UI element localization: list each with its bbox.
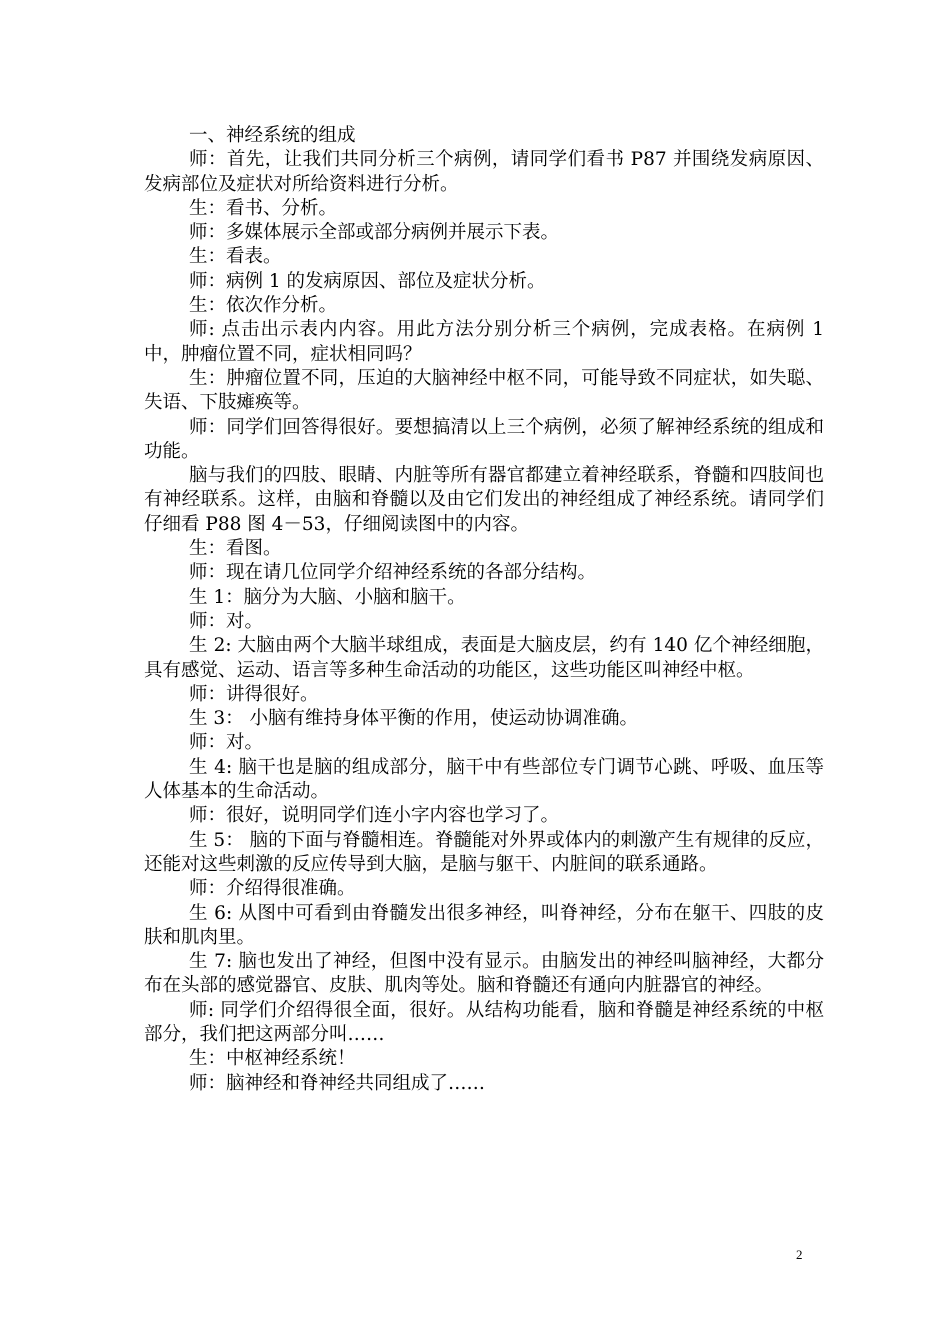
paragraph: 生：看书、分析。 xyxy=(189,197,338,219)
paragraph: 生：肿瘤位置不同，压迫的大脑神经中枢不同，可能导致不同症状，如失聪、失语、下肢瘫痪等。 xyxy=(144,367,824,414)
paragraph: 生 4: 脑干也是脑的组成部分，脑干中有些部位专门调节心跳、呼吸、血压等人体基本的生命活动。 xyxy=(144,756,824,803)
paragraph: 师：很好，说明同学们连小字内容也学习了。 xyxy=(189,805,560,827)
paragraph: 师：讲得很好。 xyxy=(189,683,319,705)
paragraph: 师：同学们回答得很好。要想搞清以上三个病例，必须了解神经系统的组成和功能。 xyxy=(144,416,824,462)
paragraph: 师：现在请几位同学介绍神经系统的各部分结构。 xyxy=(189,562,597,584)
paragraph: 生：依次作分析。 xyxy=(189,295,338,317)
paragraph: 生：中枢神经系统！ xyxy=(189,1048,356,1070)
paragraph: 生 7: 脑也发出了神经，但图中没有显示。由脑发出的神经叫脑神经，大都分布在头部的感觉器官、皮肤、肌肉等处。脑和脊髓还有通向内脏器官的神经。 xyxy=(144,951,824,997)
paragraph: 师：对。 xyxy=(189,732,264,754)
paragraph: 师: 同学们介绍得很全面，很好。从结构功能看，脑和脊髓是神经系统的中枢部分，我们把这两部分叫…… xyxy=(144,999,824,1045)
paragraph: 师：对。 xyxy=(189,610,264,632)
paragraph: 生 2: 大脑由两个大脑半球组成，表面是大脑皮层，约有 140 亿个神经细胞，具有感觉、运动、语言等多种生命活动的功能区，这些功能区叫神经中枢。 xyxy=(144,635,824,681)
paragraph: 师：介绍得很准确。 xyxy=(189,878,356,900)
document-body xyxy=(144,124,830,1096)
paragraph: 师：病例 1 的发病原因、部位及症状分析。 xyxy=(189,270,546,292)
section-heading: 一、神经系统的组成 xyxy=(189,125,356,146)
paragraph: 脑与我们的四肢、眼睛、内脏等所有器官都建立着神经联系，脊髓和四肢间也有神经联系。这样，由脑和脊髓以及由它们发出的神经组成了神经系统。请同学们仔细看 P88 图 4－53，仔细阅读图中的内容。 xyxy=(144,465,824,535)
paragraph: 生：看图。 xyxy=(189,538,282,560)
paragraph: 生：看表。 xyxy=(189,246,282,268)
paragraph: 师：脑神经和脊神经共同组成了…… xyxy=(189,1072,486,1094)
paragraph: 生 6: 从图中可看到由脊髓发出很多神经，叫脊神经，分布在躯干、四肢的皮肤和肌肉里。 xyxy=(144,902,824,948)
paragraph: 生 5： 脑的下面与脊髓相连。脊髓能对外界或体内的刺激产生有规律的反应，还能对这些刺激的反应传导到大脑，是脑与躯干、内脏间的联系通路。 xyxy=(144,829,824,875)
paragraph: 生 1：脑分为大脑、小脑和脑干。 xyxy=(189,586,466,608)
paragraph: 生 3： 小脑有维持身体平衡的作用，使运动协调准确。 xyxy=(189,708,639,730)
paragraph: 师: 点击出示表内内容。用此方法分别分析三个病例，完成表格。在病例 1 中，肿瘤位置不同，症状相同吗？ xyxy=(144,319,830,365)
paragraph: 师：多媒体展示全部或部分病例并展示下表。 xyxy=(189,222,560,244)
page-number: 2 xyxy=(796,1247,803,1262)
paragraph: 师：首先，让我们共同分析三个病例，请同学们看书 P87 并围绕发病原因、发病部位及症状对所给资料进行分析。 xyxy=(144,149,824,195)
